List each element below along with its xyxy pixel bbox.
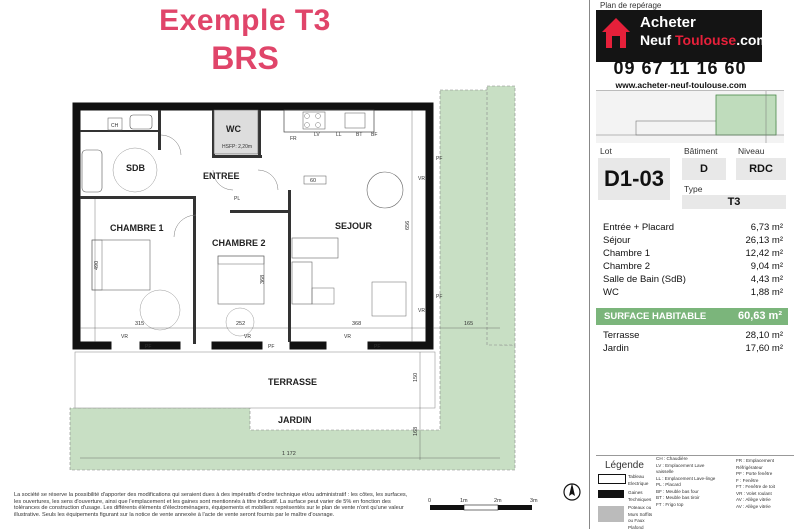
sofa — [292, 238, 338, 258]
dim-60: 60 — [310, 178, 317, 184]
plan-subtitle: BRS — [211, 40, 279, 76]
code-line: CH : Chaudière — [656, 456, 688, 461]
dim-165: 165 — [464, 321, 474, 327]
code-line: BF : Meuble bas four — [656, 488, 699, 494]
scale-2m: 2m — [494, 498, 502, 504]
area-label: Chambre 1 — [603, 248, 650, 259]
area-label: Salle de Bain (SdB) — [603, 274, 686, 285]
code-line: LL : Emplacement Lave-linge — [656, 475, 716, 481]
code-fr: FR — [290, 136, 297, 142]
header-type: Type — [684, 184, 703, 194]
technical-duct-icon — [598, 490, 624, 498]
area-label: Terrasse — [603, 330, 640, 341]
dim-656: 656 — [405, 220, 411, 230]
room-chambre1: CHAMBRE 1 — [110, 223, 164, 233]
code-line: PF : Porte fenêtre — [736, 471, 773, 476]
batiment-value: D — [682, 158, 726, 180]
room-chambre2: CHAMBRE 2 — [212, 238, 266, 248]
lot-value: D1-03 — [598, 158, 670, 200]
legend-item-1: Tableau Electrique — [628, 474, 649, 486]
logo-line2 — [640, 32, 769, 48]
dim-252: 252 — [236, 321, 246, 327]
legend-item-3: Poteaux ou Murs Soffits ou Faux Plafond — [628, 505, 653, 530]
area-label: Jardin — [603, 343, 629, 354]
code-bf: BF — [371, 132, 378, 138]
surface-label: SURFACE HABITABLE — [604, 311, 707, 322]
dim-1172: 1 172 — [282, 451, 296, 457]
code-line: FT : Fenêtre de toit — [736, 484, 775, 489]
wall-column-icon — [598, 506, 624, 522]
garden-area — [70, 90, 515, 470]
code-line: LV : Emplacement Lave vaisselle — [656, 462, 705, 474]
bed-chambre1 — [92, 240, 150, 290]
header-batiment: Bâtiment — [684, 146, 718, 156]
area-label: Séjour — [603, 235, 631, 246]
area-row-entree — [603, 222, 783, 233]
disclaimer: La société se réserve la possibilité d'apporter des modifications qui seraient dues à des impératifs d'ordre technique et/ou administratif : les côtes, les surfaces, les ouvertures, les sens d'ouverture, ainsi que l'emplacement et les gaines sont mentionnés à titre indicatif. La surface peut varier de 5% en fonction des tolérances de construction d'usage. Les différents éléments d'électroménagers, équipements et mobiliers représentés sur le plan de vente n'ont qu'une valeur illustrative. Seuls les équipements figurant sur la notice de vente annexée à l'acte de vente seront fournis par le maître d'ouvrage. — [14, 492, 408, 518]
code-vr-5: VR — [418, 308, 425, 314]
code-pf-4: PF — [436, 156, 443, 162]
code-pf-1: PF — [145, 344, 152, 350]
type-value: T3 — [682, 195, 786, 209]
code-ch: CH — [111, 123, 119, 129]
area-row-wc — [603, 287, 783, 298]
header-niveau: Niveau — [738, 146, 765, 156]
area-value: 4,43 m² — [750, 274, 783, 285]
scale-3m: 3m — [530, 498, 538, 504]
area-value: 9,04 m² — [750, 261, 783, 272]
code-line: PL : Placard — [656, 482, 681, 487]
dim-150: 150 — [413, 372, 419, 382]
area-row-chambre2 — [603, 261, 783, 272]
code-line: AV : Allège vitrée — [736, 503, 771, 509]
code-vr-3: VR — [344, 334, 351, 340]
area-value: 17,60 m² — [745, 343, 783, 354]
area-value: 1,88 m² — [750, 287, 783, 298]
code-vr-1: VR — [121, 334, 128, 340]
wc-note: HSFP: 2,20m — [222, 144, 253, 150]
plan-title: Exemple T3 — [159, 4, 331, 37]
code-pf-5: PF — [436, 294, 443, 300]
bed-chambre2 — [218, 256, 264, 304]
garden-right-strip — [487, 86, 515, 345]
dim-490: 490 — [94, 260, 100, 270]
legend-codes-1 — [656, 456, 716, 508]
room-wc: WC — [226, 124, 241, 134]
surface-habitable-bar — [596, 308, 788, 325]
code-pl: PL — [234, 196, 241, 202]
electric-panel-icon — [598, 474, 626, 484]
room-entree: ENTREE — [203, 171, 240, 181]
code-lv: LV — [314, 132, 320, 138]
logo-com: .com — [736, 32, 769, 48]
dim-168: 168 — [413, 426, 419, 436]
sink — [130, 115, 152, 129]
house-logo-icon — [600, 14, 632, 56]
legend-title: Légende — [605, 460, 644, 471]
dim-368v: 368 — [260, 274, 266, 284]
legend-codes-2 — [736, 458, 796, 510]
logo-neuf: Neuf — [640, 32, 675, 48]
code-vr-4: VR — [418, 176, 425, 182]
area-label: WC — [603, 287, 619, 298]
kitchen-counter — [284, 110, 374, 132]
location-plan-thumbnail — [596, 90, 784, 143]
code-pf-2: PF — [268, 344, 275, 350]
north-arrow-icon — [564, 483, 580, 500]
logo-line1: Acheter — [640, 14, 696, 31]
website-link[interactable]: www.acheter-neuf-toulouse.com — [615, 80, 747, 90]
area-row-chambre1 — [603, 248, 783, 259]
code-vr-2: VR — [244, 334, 251, 340]
code-line: BT : Meuble bas tiroir — [656, 495, 700, 500]
scale-1m: 1m — [460, 498, 468, 504]
header-lot: Lot — [600, 146, 612, 156]
area-row-terrasse — [603, 330, 783, 341]
area-row-jardin — [603, 343, 783, 354]
area-value: 12,42 m² — [745, 248, 783, 259]
code-line: F : Fenêtre — [736, 477, 759, 483]
room-jardin: JARDIN — [278, 415, 312, 425]
dim-315: 315 — [135, 321, 145, 327]
code-ll: LL — [336, 132, 342, 138]
area-row-sejour — [603, 235, 783, 246]
area-value: 26,13 m² — [745, 235, 783, 246]
legend-item-2: Gaines Techniques — [628, 490, 652, 502]
niveau-value: RDC — [736, 158, 786, 180]
area-value: 6,73 m² — [750, 222, 783, 233]
phone-number[interactable]: 09 67 11 16 60 — [613, 58, 747, 78]
code-line: VR : Volet roulant — [736, 490, 772, 496]
code-line: AV : Allège vitrée — [736, 497, 771, 502]
area-value: 28,10 m² — [745, 330, 783, 341]
code-line: FR : Emplacement Réfrigérateur — [736, 458, 775, 470]
plan-reperage-label: Plan de repérage — [600, 1, 662, 10]
dining-table — [367, 172, 403, 208]
dim-368: 368 — [352, 321, 362, 327]
terrasse-area — [75, 352, 435, 408]
code-pf-3: PF — [374, 344, 381, 350]
scale-0: 0 — [428, 498, 432, 504]
scale-bar — [430, 505, 532, 510]
room-terrasse: TERRASSE — [268, 377, 318, 387]
surface-value: 60,63 m² — [737, 310, 782, 322]
logo-toulouse: Toulouse — [675, 32, 737, 48]
area-label: Entrée + Placard — [603, 222, 675, 233]
room-sejour: SEJOUR — [335, 221, 373, 231]
room-sdb: SDB — [126, 163, 146, 173]
area-label: Chambre 2 — [603, 261, 650, 272]
code-line: FT : Frigo top — [656, 501, 684, 507]
bathtub — [82, 150, 102, 192]
code-bt: BT — [356, 132, 363, 138]
area-row-sdb — [603, 274, 783, 285]
